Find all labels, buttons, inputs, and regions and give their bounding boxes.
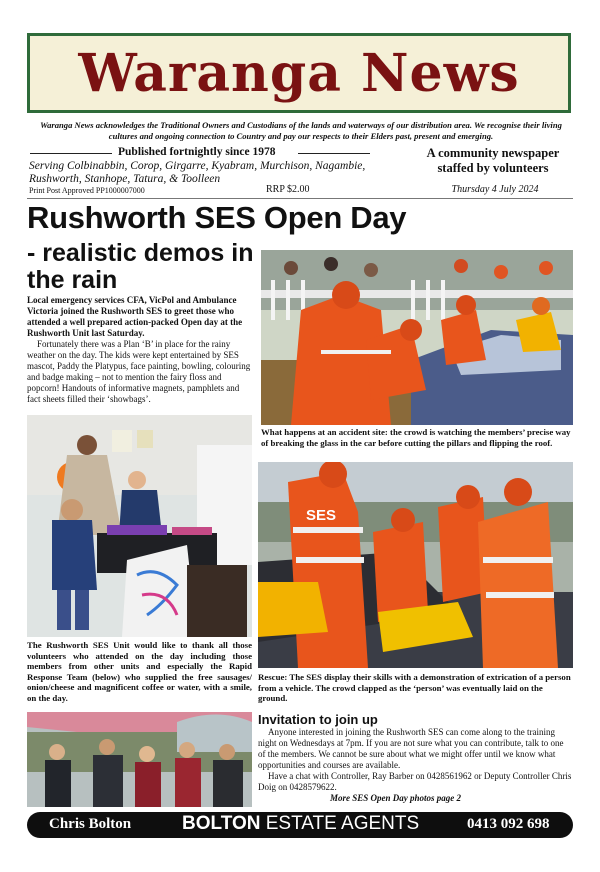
print-post-approved: Print Post Approved PP1000007000 bbox=[29, 186, 145, 195]
divider bbox=[298, 153, 370, 154]
invite-paragraph-1: Anyone interested in joining the Rushworth SES can come along to the training night on Wednesdays at 7pm. If you are not sure what you can contribute, talk to one of the members. We cannot be sure about what we might offer until we know what opportunities and courses are available. bbox=[258, 727, 564, 770]
photo-face-painting-graphic bbox=[27, 415, 252, 637]
photo-accident-site-graphic bbox=[261, 250, 573, 425]
headline: Rushworth SES Open Day bbox=[27, 200, 407, 235]
publication-frequency: Published fortnightly since 1978 bbox=[118, 146, 276, 158]
caption-thanks: The Rushworth SES Unit would like to thank all those volunteers who attended on the day including those members from other units and especially the Rapid Response Team (below) who supplied the free sausages/ onion/cheese and magnificent coffee or water, with a smile, on the day. bbox=[27, 640, 252, 703]
photo-rescue-graphic bbox=[258, 462, 573, 668]
masthead-title: Waranga News bbox=[78, 43, 520, 104]
footer-advert bbox=[27, 812, 573, 838]
issue-date: Thursday 4 July 2024 bbox=[451, 184, 539, 195]
price: RRP $2.00 bbox=[266, 184, 310, 195]
divider bbox=[30, 153, 112, 154]
footer-agency-rest: ESTATE AGENTS bbox=[260, 813, 420, 834]
footer-agency-bold: BOLTON bbox=[182, 813, 261, 834]
divider bbox=[27, 198, 573, 199]
invite-paragraph-2: Have a chat with Controller, Ray Barber on 0428561962 or Deputy Controller Chris Doig on 0428579622. bbox=[258, 771, 572, 792]
photo-face-painting bbox=[27, 415, 252, 637]
photo-rescue bbox=[258, 462, 573, 668]
photo-accident-site bbox=[261, 250, 573, 425]
ses-label: SES bbox=[306, 507, 337, 524]
lead-bold: Local emergency services CFA, VicPol and Ambulance Victoria joined the Rushworth SES to greet those who attended a well prepared action-packed Open day at the Rushworth Unit last Saturday. bbox=[27, 295, 243, 338]
photo-rapid-response-graphic bbox=[27, 712, 252, 807]
caption-accident-site: What happens at an accident site: the crowd is watching the members’ precise way of breaking the glass in the car before cutting the pillars and flipping the roof. bbox=[261, 427, 571, 448]
footer-name: Chris Bolton bbox=[49, 816, 132, 832]
footer-phone: 0413 092 698 bbox=[467, 816, 550, 832]
more-photos-link: More SES Open Day photos page 2 bbox=[330, 793, 462, 803]
invite-text bbox=[258, 727, 573, 793]
subheadline: - realistic demos in the rain bbox=[27, 239, 254, 294]
caption-rescue: Rescue: The SES display their skills with a demonstration of extrication of a person from a vehicle. The crowd clapped as the ‘person’ was eventually laid on the ground. bbox=[258, 672, 571, 704]
lead-text bbox=[27, 295, 252, 405]
invite-title: Invitation to join up bbox=[258, 712, 378, 727]
community-tagline: A community newspaper staffed by volunteers bbox=[426, 146, 560, 175]
photo-rapid-response-team bbox=[27, 712, 252, 807]
serving-towns: Serving Colbinabbin, Corop, Girgarre, Kyabram, Murchison, Nagambie, Rushworth, Stanhope, Tatura, & Toolleen bbox=[29, 160, 366, 185]
footer-agency bbox=[182, 813, 419, 835]
masthead bbox=[27, 33, 571, 113]
acknowledgement: Waranga News acknowledges the Traditional Owners and Custodians of the lands and waterways of our distribution area. We recognise their living cultures and ongoing connection to Country and pay our respects to their Elders past, present and emerging. bbox=[40, 120, 562, 141]
lead-paragraph: Fortunately there was a Plan ‘B’ in place for the rainy weather on the day. The kids were kept entertained by SES mascot, Paddy the Platypus, face painting, bowling, colouring and badge making – not to mention the fairy floss and popcorn! Handouts of informative magnets, pamphlets and fact sheets filled their ‘showbags’. bbox=[27, 339, 251, 404]
